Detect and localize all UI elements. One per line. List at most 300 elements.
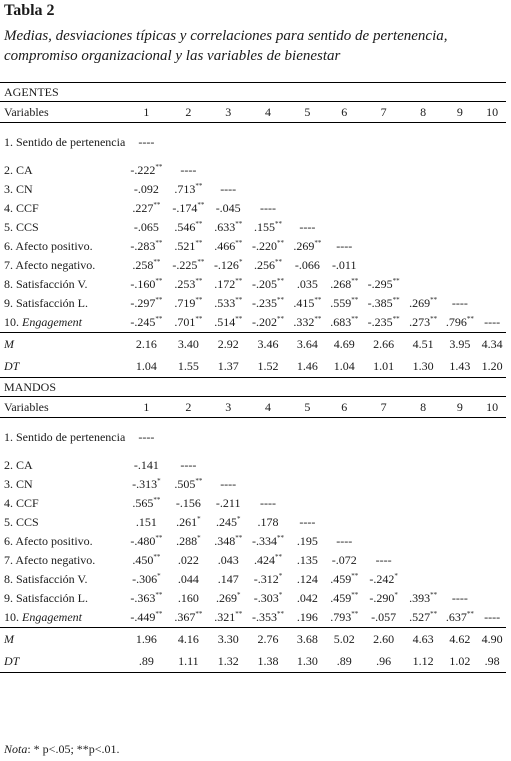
correlation-cell [442,199,479,218]
correlation-cell [209,123,246,162]
row-label: 1. Sentido de pertenencia [4,134,126,149]
correlation-cell [478,589,506,608]
correlation-cell [405,218,442,237]
correlation-cell: -.222** [130,163,163,177]
correlation-cell [209,418,246,457]
correlation-cell: .321** [214,610,243,624]
section-title: AGENTES [0,83,506,102]
correlation-cell [405,275,442,294]
correlation-cell [405,475,442,494]
correlation-cell [442,237,479,256]
table-row [0,123,506,162]
correlation-cell [405,237,442,256]
correlation-cell: ---- [220,182,237,196]
correlation-cell [405,513,442,532]
sd-cell: .98 [478,650,506,673]
correlation-cell [326,456,363,475]
correlation-cell: .514** [214,315,243,329]
column-header: 2 [167,397,209,418]
table-row [0,218,506,237]
correlation-cell [478,475,506,494]
mean-cell: 4.69 [326,333,363,356]
table-row [0,313,506,333]
correlation-cell: -.072 [331,553,357,567]
sd-cell: 1.32 [209,650,246,673]
correlation-cell: -.235** [367,315,400,329]
mean-cell: 3.30 [209,628,246,651]
correlation-cell [289,418,326,457]
correlation-cell: .533** [214,296,243,310]
column-header: 3 [209,102,246,123]
correlation-cell [442,218,479,237]
correlation-cell [167,123,209,162]
correlation-cell: -.334** [251,534,284,548]
correlation-cell [363,180,405,199]
mean-row [0,628,506,651]
correlation-cell [405,494,442,513]
correlation-cell: .042 [296,591,318,605]
row-label: 1. Sentido de pertenencia [4,429,126,444]
correlation-cell [405,180,442,199]
mean-cell: 4.51 [405,333,442,356]
table-row [0,551,506,570]
correlation-cell [478,551,506,570]
correlation-cell [363,161,405,180]
correlation-cell: .415** [293,296,322,310]
table-row [0,475,506,494]
correlation-cell: .424** [253,553,282,567]
correlation-cell: -.156 [175,496,201,510]
column-header: 5 [289,102,326,123]
correlation-cell: -.011 [331,258,357,272]
correlation-cell: .044 [177,572,199,586]
correlation-cell [478,256,506,275]
correlation-cell [363,123,405,162]
correlation-cell: .521** [174,239,203,253]
correlation-cell [478,237,506,256]
sd-cell: 1.43 [442,355,479,378]
correlation-cell [326,199,363,218]
correlation-cell: .155** [253,220,282,234]
correlation-cell: .713** [174,182,203,196]
correlation-table [0,82,506,673]
column-header: 7 [363,397,405,418]
column-header: 4 [247,397,289,418]
correlation-cell: -.283** [130,239,163,253]
correlation-cell [405,199,442,218]
row-label: 8. Satisfacción V. [4,572,88,586]
table-row [0,608,506,628]
correlation-cell: .022 [177,553,199,567]
correlation-cell [289,180,326,199]
mean-cell: 4.90 [478,628,506,651]
correlation-cell: .701** [174,315,203,329]
correlation-cell [363,218,405,237]
correlation-cell [442,513,479,532]
correlation-cell [442,551,479,570]
table-row [0,294,506,313]
table-row [0,513,506,532]
correlation-cell: ---- [484,315,501,329]
correlation-cell: -.449** [130,610,163,624]
correlation-cell: .035 [296,277,318,291]
correlation-cell: -.480** [130,534,163,548]
correlation-cell: .196 [296,610,318,624]
sd-cell: 1.04 [326,355,363,378]
correlation-cell: -.312* [253,572,283,586]
column-header: 6 [326,102,363,123]
row-label: 4. CCF [4,201,39,215]
correlation-cell: -.205** [251,277,284,291]
correlation-cell: -.295** [367,277,400,291]
row-label: 5. CCS [4,220,39,234]
correlation-cell [405,532,442,551]
sd-cell: 1.02 [442,650,479,673]
correlation-cell [478,418,506,457]
mean-label: M [0,628,125,651]
correlation-cell [442,161,479,180]
correlation-cell: ---- [180,458,197,472]
correlation-cell [247,180,289,199]
column-header: Variables [0,397,125,418]
row-label: 6. Afecto positivo. [4,534,93,548]
correlation-cell [442,570,479,589]
correlation-cell [405,551,442,570]
correlation-cell: .719** [174,296,203,310]
correlation-cell: ---- [336,534,353,548]
correlation-cell [363,418,405,457]
correlation-cell [478,180,506,199]
correlation-cell: .178 [257,515,279,529]
column-header: 6 [326,397,363,418]
correlation-cell: -.174** [172,201,205,215]
correlation-cell: .796** [445,315,474,329]
column-header: 5 [289,397,326,418]
mean-cell: 1.96 [125,628,167,651]
mean-label: M [0,333,125,356]
correlation-cell: -.353** [251,610,284,624]
section-header-row [0,83,506,102]
row-label: 9. Satisfacción L. [4,591,88,605]
correlation-cell [478,123,506,162]
correlation-cell: -.092 [133,182,159,196]
correlation-cell [326,123,363,162]
correlation-cell [405,456,442,475]
table-row [0,275,506,294]
mean-cell: 2.92 [209,333,246,356]
column-header-row [0,102,506,123]
correlation-cell: .147 [217,572,239,586]
correlation-cell: -.385** [367,296,400,310]
sd-label: DT [0,355,125,378]
correlation-cell [167,418,209,457]
correlation-cell [326,475,363,494]
mean-cell: 3.40 [167,333,209,356]
sd-cell: 1.01 [363,355,405,378]
mean-cell: 2.66 [363,333,405,356]
column-header: 9 [442,102,479,123]
correlation-cell [405,570,442,589]
sd-cell: 1.04 [125,355,167,378]
mean-cell: 4.63 [405,628,442,651]
column-header: 8 [405,102,442,123]
correlation-cell [289,475,326,494]
correlation-cell [478,494,506,513]
row-label: 3. CN [4,477,33,491]
correlation-cell: ---- [375,553,392,567]
table-row [0,199,506,218]
correlation-cell [247,418,289,457]
mean-cell: 4.16 [167,628,209,651]
table-row [0,532,506,551]
correlation-cell [289,456,326,475]
sd-cell: 1.30 [405,355,442,378]
correlation-cell: .332** [293,315,322,329]
correlation-cell [363,494,405,513]
correlation-cell: .160 [177,591,199,605]
correlation-cell: -.211 [215,496,241,510]
column-header: 9 [442,397,479,418]
row-label: 7. Afecto negativo. [4,258,96,272]
correlation-cell: .261* [176,515,201,529]
mean-row [0,333,506,356]
correlation-cell [363,475,405,494]
row-label: 10. Engagement [4,610,82,624]
correlation-cell: ---- [299,220,316,234]
correlation-cell [363,513,405,532]
row-label: 6. Afecto positivo. [4,239,93,253]
table-row [0,237,506,256]
correlation-cell: .269** [293,239,322,253]
section-header-row [0,378,506,397]
correlation-cell: -.225** [172,258,205,272]
sd-cell: .96 [363,650,405,673]
correlation-cell [478,513,506,532]
correlation-cell: -.303* [253,591,283,605]
correlation-cell [405,256,442,275]
table-row [0,418,506,457]
table-caption: Medias, desviaciones típicas y correlaciones para sentido de pertenencia, compromiso organizacional y las variables de bienestar [4,28,448,64]
correlation-cell [442,494,479,513]
correlation-cell [289,494,326,513]
section-title: MANDOS [0,378,506,397]
correlation-cell: .253** [174,277,203,291]
correlation-cell: -.065 [133,220,159,234]
correlation-cell: .466** [214,239,243,253]
correlation-cell [247,456,289,475]
correlation-cell: -.220** [251,239,284,253]
correlation-cell: ---- [180,163,197,177]
correlation-cell: -.235** [251,296,284,310]
correlation-cell: -.160** [130,277,163,291]
correlation-cell: ---- [484,610,501,624]
correlation-cell [326,494,363,513]
correlation-cell: .269* [215,591,241,605]
mean-cell: 2.16 [125,333,167,356]
correlation-cell: -.057 [371,610,397,624]
table-row [0,570,506,589]
correlation-cell: .459** [330,591,359,605]
column-header: 10 [478,102,506,123]
correlation-cell: .258** [132,258,161,272]
row-label: 9. Satisfacción L. [4,296,88,310]
sd-cell: 1.38 [247,650,289,673]
correlation-cell [326,161,363,180]
column-header: 3 [209,397,246,418]
mean-cell: 2.60 [363,628,405,651]
correlation-cell: .367** [174,610,203,624]
correlation-cell: .505** [174,477,203,491]
correlation-cell [442,532,479,551]
mean-cell: 3.64 [289,333,326,356]
table-row [0,180,506,199]
correlation-cell [363,256,405,275]
correlation-cell: .245* [215,515,241,529]
table-number: Tabla 2 [4,2,55,19]
correlation-cell [405,123,442,162]
correlation-cell [209,456,246,475]
correlation-cell [326,513,363,532]
row-label: 4. CCF [4,496,39,510]
sd-cell: 1.37 [209,355,246,378]
table-row [0,494,506,513]
correlation-cell [247,161,289,180]
correlation-cell [478,161,506,180]
correlation-cell: -.066 [294,258,320,272]
column-header: 10 [478,397,506,418]
correlation-cell: -.297** [130,296,163,310]
correlation-cell: .151 [135,515,157,529]
correlation-cell: ---- [451,296,468,310]
correlation-cell: .288* [176,534,201,548]
correlation-cell: .268** [330,277,359,291]
correlation-cell: .459** [330,572,359,586]
column-header-row [0,397,506,418]
column-header: 8 [405,397,442,418]
correlation-cell: -.045 [215,201,241,215]
sd-cell: .89 [125,650,167,673]
correlation-cell [326,218,363,237]
correlation-cell: .227** [132,201,161,215]
correlation-cell [289,199,326,218]
table-row [0,589,506,608]
column-header: 1 [125,397,167,418]
note-label: Nota [4,742,28,756]
correlation-cell [478,218,506,237]
sd-cell: 1.52 [247,355,289,378]
correlation-cell [478,275,506,294]
column-header: 1 [125,102,167,123]
mean-cell: 5.02 [326,628,363,651]
correlation-cell [442,180,479,199]
correlation-cell [478,570,506,589]
correlation-cell: ---- [220,477,237,491]
correlation-cell: -.363** [130,591,163,605]
correlation-cell: ---- [451,591,468,605]
row-label: 2. CA [4,458,33,472]
correlation-cell: ---- [138,429,155,444]
correlation-cell: -.313* [132,477,161,491]
correlation-cell: -.242* [369,572,398,586]
correlation-cell [363,532,405,551]
correlation-cell: ---- [259,496,276,510]
correlation-cell: .043 [217,553,239,567]
mean-cell: 4.34 [478,333,506,356]
correlation-cell: ---- [138,134,155,149]
correlation-cell: .135 [296,553,318,567]
row-label: 8. Satisfacción V. [4,277,88,291]
correlation-cell [442,275,479,294]
sd-row [0,355,506,378]
correlation-cell [326,180,363,199]
correlation-cell: -.290* [369,591,398,605]
correlation-cell: .195 [296,534,318,548]
note-text: : * p<.05; **p<.01. [27,742,120,756]
correlation-cell [442,456,479,475]
correlation-cell: .450** [132,553,161,567]
correlation-cell: .559** [330,296,359,310]
table-row [0,161,506,180]
sd-cell: 1.55 [167,355,209,378]
correlation-cell: .527** [409,610,438,624]
correlation-cell [442,256,479,275]
sd-label: DT [0,650,125,673]
column-header: 7 [363,102,405,123]
correlation-cell: -.306* [132,572,161,586]
correlation-cell [363,237,405,256]
table-row [0,456,506,475]
correlation-cell [442,475,479,494]
correlation-cell [209,161,246,180]
correlation-cell: .637** [445,610,474,624]
correlation-cell: .273** [409,315,438,329]
correlation-cell: ---- [259,201,276,215]
column-header: Variables [0,102,125,123]
row-label: 7. Afecto negativo. [4,553,96,567]
correlation-cell: .172** [214,277,243,291]
sd-cell: 1.20 [478,355,506,378]
correlation-cell [363,456,405,475]
correlation-cell [247,123,289,162]
table-row [0,256,506,275]
correlation-cell: .546** [174,220,203,234]
correlation-cell: .683** [330,315,359,329]
row-label: 2. CA [4,163,33,177]
correlation-cell: -.245** [130,315,163,329]
mean-cell: 3.95 [442,333,479,356]
table-note [4,742,120,757]
correlation-cell [405,418,442,457]
mean-cell: 2.76 [247,628,289,651]
correlation-cell [478,294,506,313]
sd-cell: 1.30 [289,650,326,673]
sd-cell: 1.46 [289,355,326,378]
correlation-cell: .793** [330,610,359,624]
row-label: 10. Engagement [4,315,82,329]
mean-cell: 3.46 [247,333,289,356]
correlation-cell [326,418,363,457]
correlation-cell [442,418,479,457]
column-header: 4 [247,102,289,123]
correlation-cell [442,123,479,162]
correlation-cell [478,199,506,218]
correlation-cell: .348** [214,534,243,548]
correlation-cell [478,456,506,475]
correlation-cell [289,123,326,162]
row-label: 3. CN [4,182,33,196]
correlation-cell: -.202** [251,315,284,329]
sd-cell: .89 [326,650,363,673]
